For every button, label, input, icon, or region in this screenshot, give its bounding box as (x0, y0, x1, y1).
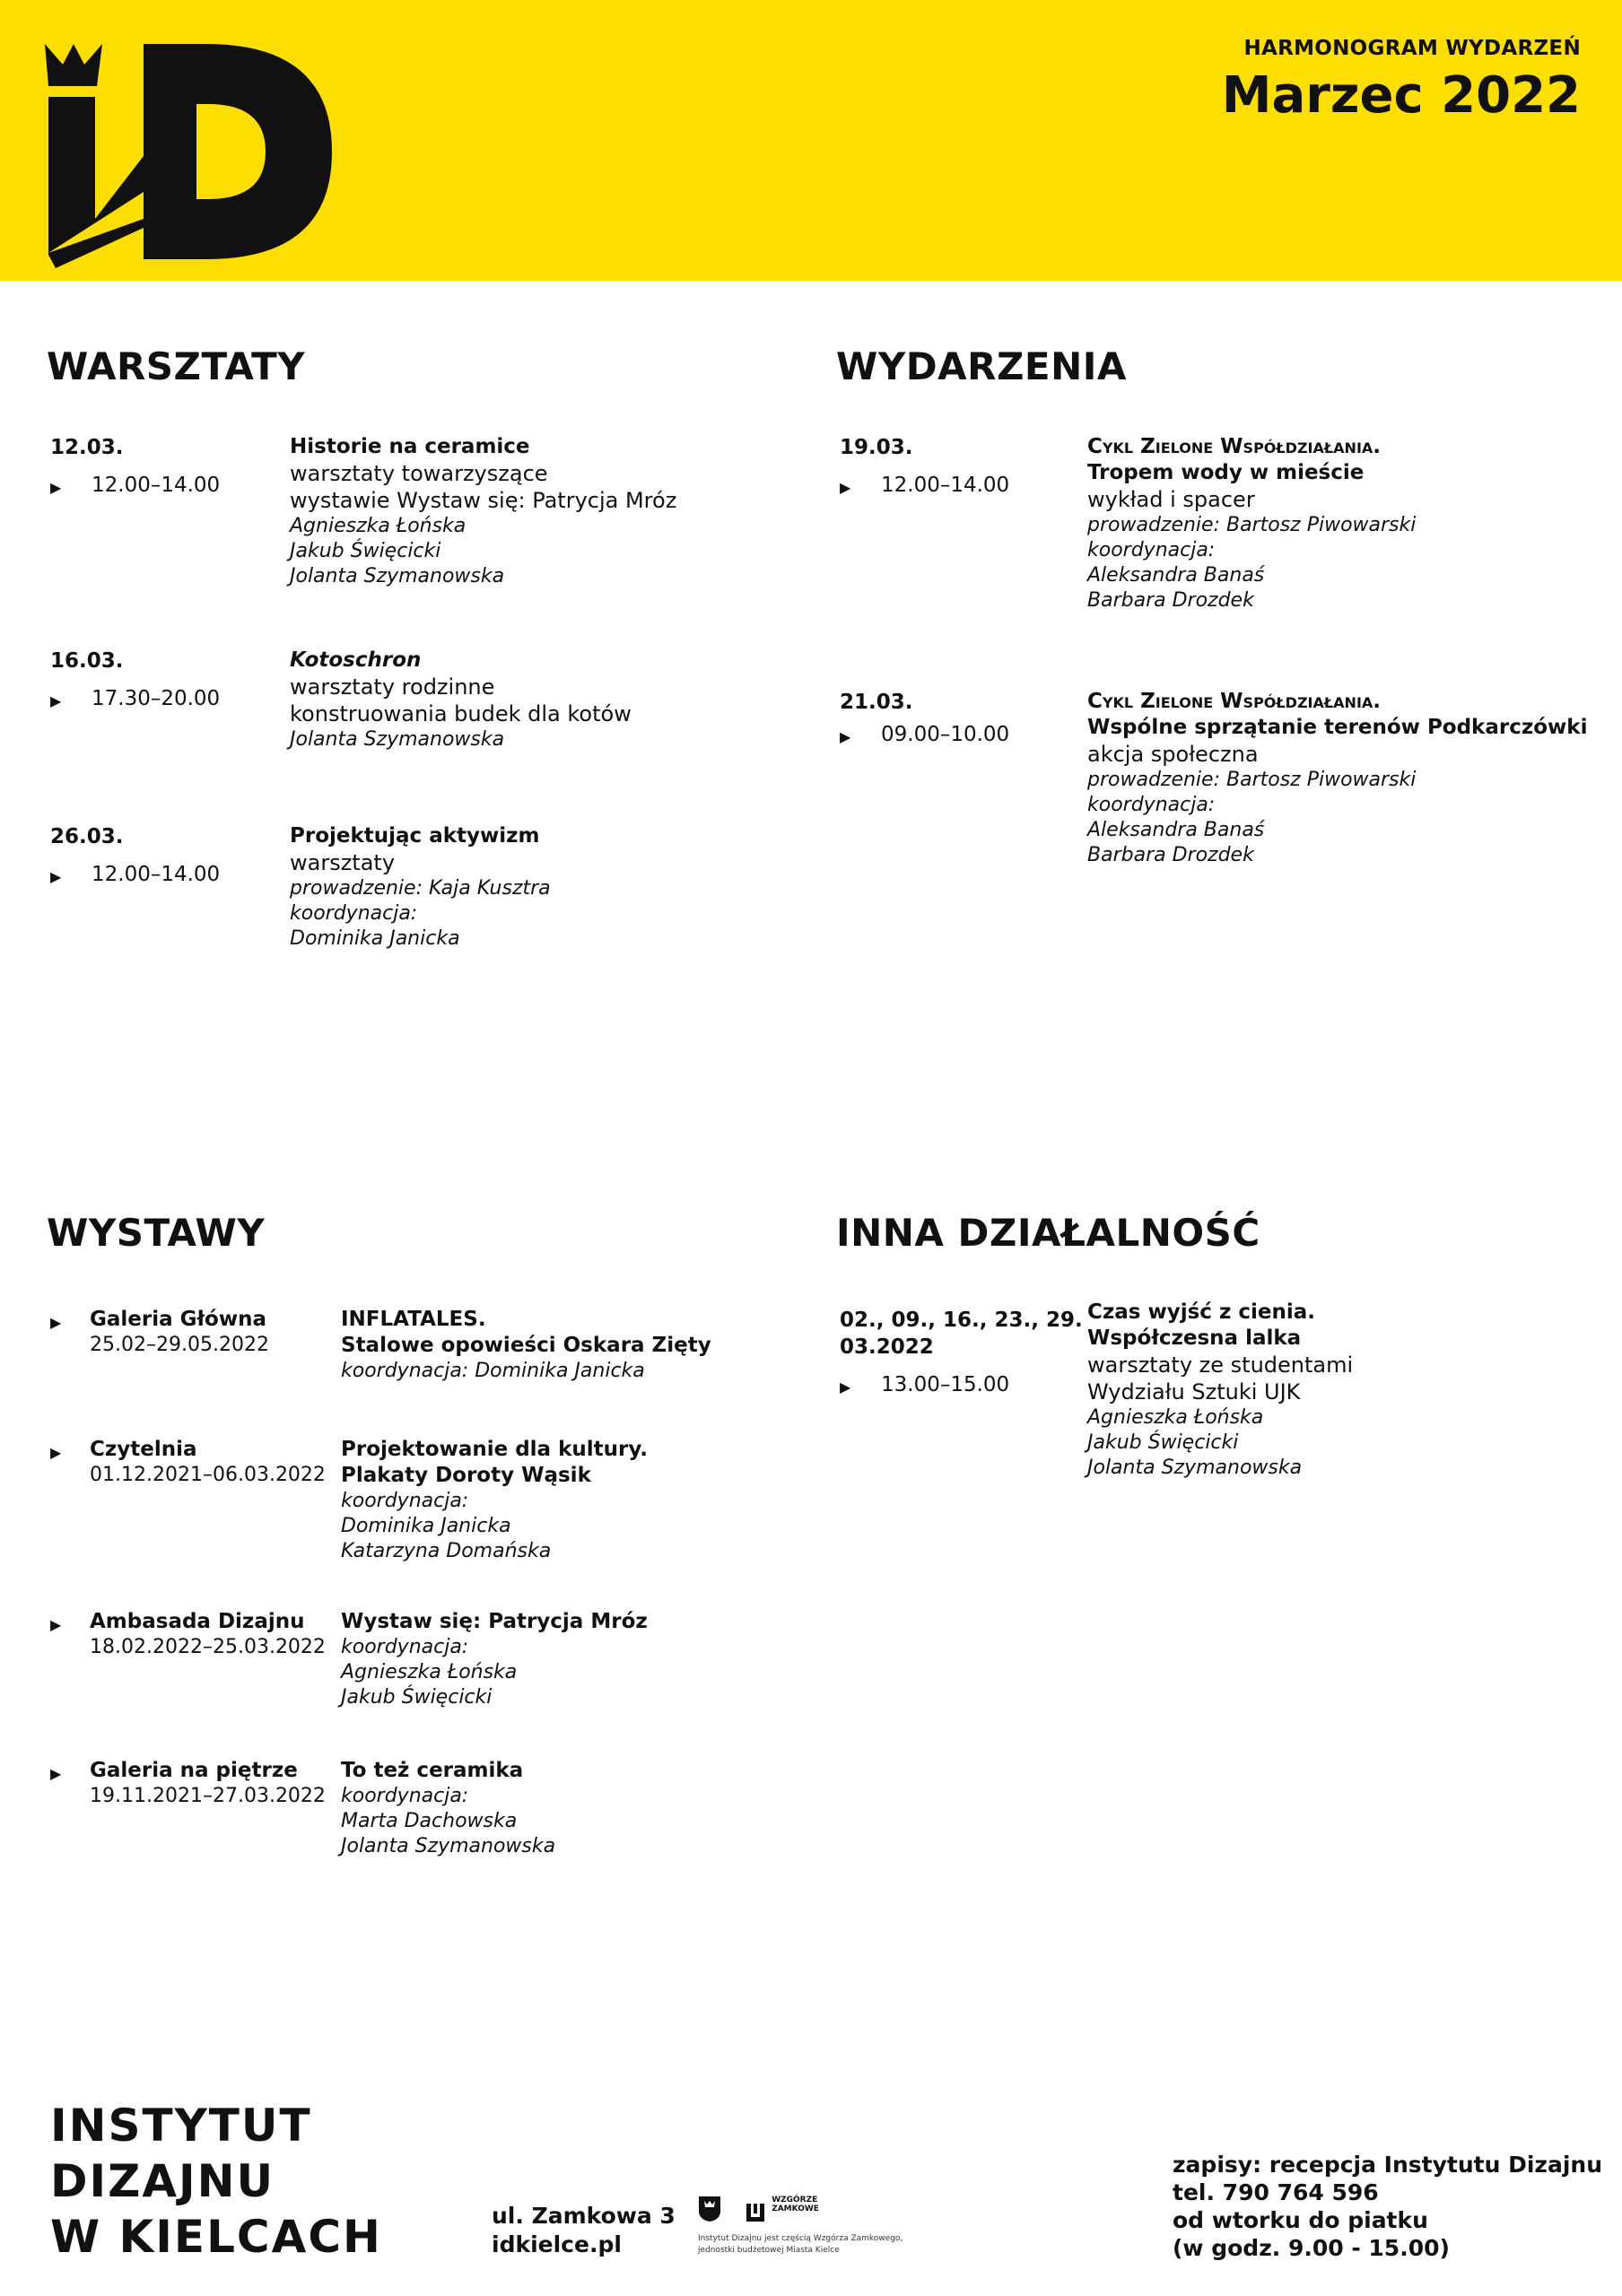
exhibition-content (341, 1609, 816, 1710)
id-crown-logo-icon (39, 39, 332, 271)
exhibition-person: koordynacja: Dominika Janicka (341, 1360, 645, 1382)
play-arrow-icon: ▶ (50, 1616, 62, 1633)
event-date: 03.2022 (840, 1335, 934, 1359)
header-band (0, 0, 1622, 281)
event-title: Historie na ceramice (290, 435, 530, 458)
event-title: Projektując aktywizm (290, 824, 540, 848)
event-series: Cykl Zielone Współdziałania. (1087, 690, 1382, 713)
event-person: koordynacja: (1087, 539, 1216, 561)
section-title-wydarzenia: WYDARZENIA (836, 344, 1127, 388)
exhibition-person: Jolanta Szymanowska (341, 1835, 556, 1857)
exhibition-dates: 01.12.2021–06.03.2022 (90, 1464, 326, 1486)
event-content (1087, 1300, 1563, 1481)
exhibition-dates: 19.11.2021–27.03.2022 (90, 1785, 326, 1807)
event-time: 09.00–10.00 (881, 723, 1010, 746)
event-title: Wspólne sprzątanie terenów Podkarczówki (1087, 716, 1588, 739)
play-arrow-icon: ▶ (50, 1765, 62, 1782)
event-title: Kotoschron (290, 648, 422, 672)
exhibition-place (90, 1609, 332, 1660)
event-time: 17.30–20.00 (92, 687, 221, 710)
exhibition-title: To też ceramika (341, 1759, 524, 1782)
event-person: Jolanta Szymanowska (290, 565, 505, 587)
event-title: Tropem wody w mieście (1087, 461, 1365, 484)
institute-name (50, 2098, 382, 2265)
event-person: Agnieszka Łońska (290, 515, 467, 537)
contact-block (1173, 2151, 1602, 2262)
exhibition-place (90, 1758, 332, 1809)
event-date: 19.03. (840, 436, 913, 459)
partner-note (698, 2233, 903, 2257)
exhibition-person: Dominika Janicka (341, 1515, 511, 1537)
address-block (492, 2202, 676, 2259)
exhibition-person: koordynacja: (341, 1490, 469, 1512)
exhibition-person: Agnieszka Łońska (341, 1661, 518, 1683)
header-kicker: HARMONOGRAM WYDARZEŃ (1243, 37, 1581, 60)
event-person: Jolanta Szymanowska (1087, 1457, 1303, 1479)
exhibition-title: Wystaw się: Patrycja Mróz (341, 1610, 648, 1633)
opening-days: od wtorku do piatku (1173, 2207, 1428, 2233)
exhibition-title: INFLATALES. (341, 1308, 486, 1331)
event-person: Jakub Święcicki (290, 540, 441, 562)
event-person: prowadzenie: Kaja Kusztra (290, 877, 551, 900)
institute-name-line: INSTYTUT (50, 2100, 312, 2152)
event-person: prowadzenie: Bartosz Piwowarski (1087, 769, 1417, 791)
event-time: 13.00–15.00 (881, 1373, 1010, 1396)
event-desc: warsztaty (290, 850, 396, 875)
exhibition-title: Projektowanie dla kultury. (341, 1438, 648, 1461)
event-desc: wystawie Wystaw się: Patrycja Mróz (290, 488, 677, 513)
event-person: koordynacja: (290, 902, 418, 925)
event-person: Aleksandra Banaś (1087, 564, 1265, 587)
event-person: Jolanta Szymanowska (290, 728, 505, 751)
event-date: 26.03. (50, 825, 124, 848)
event-time: 12.00–14.00 (881, 474, 1010, 497)
exhibition-content (341, 1307, 816, 1384)
section-title-wystawy: WYSTAWY (47, 1211, 266, 1255)
exhibition-venue: Galeria na piętrze (90, 1759, 298, 1782)
street-address: ul. Zamkowa 3 (492, 2203, 676, 2229)
exhibition-content (341, 1758, 816, 1859)
opening-hours: (w godz. 9.00 - 15.00) (1173, 2235, 1450, 2261)
phone-number[interactable]: tel. 790 764 596 (1173, 2179, 1379, 2205)
exhibition-content (341, 1437, 816, 1564)
event-person: Dominika Janicka (290, 927, 460, 950)
event-date: 12.03. (50, 436, 124, 459)
event-date: 21.03. (840, 691, 913, 714)
institute-name-line: DIZAJNU (50, 2155, 275, 2207)
event-time: 12.00–14.00 (92, 474, 221, 497)
event-person: Aleksandra Banaś (1087, 819, 1265, 841)
play-arrow-icon: ▶ (50, 868, 62, 885)
event-desc: wykład i spacer (1087, 487, 1255, 512)
event-title: Czas wyjść z cienia. (1087, 1300, 1315, 1324)
event-desc: akcja społeczna (1087, 742, 1259, 767)
event-time: 12.00–14.00 (92, 863, 221, 886)
event-content (1087, 689, 1588, 868)
exhibition-person: Katarzyna Domańska (341, 1540, 552, 1562)
event-desc: Wydziału Sztuki UJK (1087, 1379, 1301, 1405)
event-series: Cykl Zielone Współdziałania. (1087, 435, 1382, 458)
play-arrow-icon: ▶ (50, 1314, 62, 1331)
header-title: Marzec 2022 (1221, 66, 1581, 125)
kielce-crest-icon (698, 2196, 721, 2222)
event-content (290, 434, 765, 589)
play-arrow-icon: ▶ (50, 1444, 62, 1461)
wzgorze-zamkowe-logo-icon (746, 2203, 765, 2222)
event-date: 02., 09., 16., 23., 29. (840, 1309, 1083, 1332)
event-person: Barbara Drozdek (1087, 589, 1254, 612)
signup-info: zapisy: recepcja Instytutu Dizajnu (1173, 2152, 1603, 2178)
event-date: 16.03. (50, 649, 124, 673)
event-desc: warsztaty towarzyszące (290, 461, 548, 486)
event-content (290, 823, 765, 952)
event-desc: warsztaty rodzinne (290, 674, 495, 700)
exhibition-dates: 18.02.2022–25.03.2022 (90, 1636, 326, 1658)
section-title-inna-dzialalnosc: INNA DZIAŁALNOŚĆ (836, 1211, 1260, 1255)
event-person: Agnieszka Łońska (1087, 1406, 1264, 1429)
play-arrow-icon: ▶ (50, 479, 62, 496)
exhibition-venue: Czytelnia (90, 1438, 197, 1461)
exhibition-place (90, 1437, 332, 1488)
event-desc: konstruowania budek dla kotów (290, 701, 632, 726)
event-content (1087, 434, 1563, 613)
event-title: Współczesna lalka (1087, 1326, 1302, 1350)
website-link[interactable]: idkielce.pl (492, 2231, 622, 2257)
section-title-warsztaty: WARSZTATY (47, 344, 306, 388)
event-person: Jakub Święcicki (1087, 1431, 1239, 1454)
partner-note-line: jednostki budżetowej Miasta Kielce (698, 2246, 840, 2255)
event-content (290, 648, 765, 752)
event-person: prowadzenie: Bartosz Piwowarski (1087, 514, 1417, 536)
exhibition-person: koordynacja: (341, 1785, 469, 1807)
exhibition-title: Stalowe opowieści Oskara Zięty (341, 1334, 711, 1357)
exhibition-place (90, 1307, 332, 1358)
event-desc: warsztaty ze studentami (1087, 1352, 1354, 1378)
exhibition-venue: Ambasada Dizajnu (90, 1610, 305, 1633)
play-arrow-icon: ▶ (840, 728, 851, 745)
event-person: koordynacja: (1087, 794, 1216, 816)
partner-logos (698, 2196, 818, 2226)
play-arrow-icon: ▶ (840, 479, 851, 496)
institute-name-line: W KIELCACH (50, 2211, 382, 2263)
exhibition-person: Jakub Święcicki (341, 1686, 493, 1709)
wzgorze-zamkowe-wordmark: WZGÓRZE ZAMKOWE (772, 2196, 819, 2213)
exhibition-person: Marta Dachowska (341, 1810, 518, 1832)
play-arrow-icon: ▶ (840, 1378, 851, 1396)
exhibition-venue: Galeria Główna (90, 1308, 266, 1331)
exhibition-dates: 25.02–29.05.2022 (90, 1334, 269, 1356)
exhibition-person: koordynacja: (341, 1636, 469, 1658)
event-person: Barbara Drozdek (1087, 844, 1254, 866)
play-arrow-icon: ▶ (50, 692, 62, 709)
exhibition-title: Plakaty Doroty Wąsik (341, 1464, 591, 1487)
partner-note-line: Instytut Dizajnu jest częścią Wzgórza Zamkowego, (698, 2234, 903, 2243)
